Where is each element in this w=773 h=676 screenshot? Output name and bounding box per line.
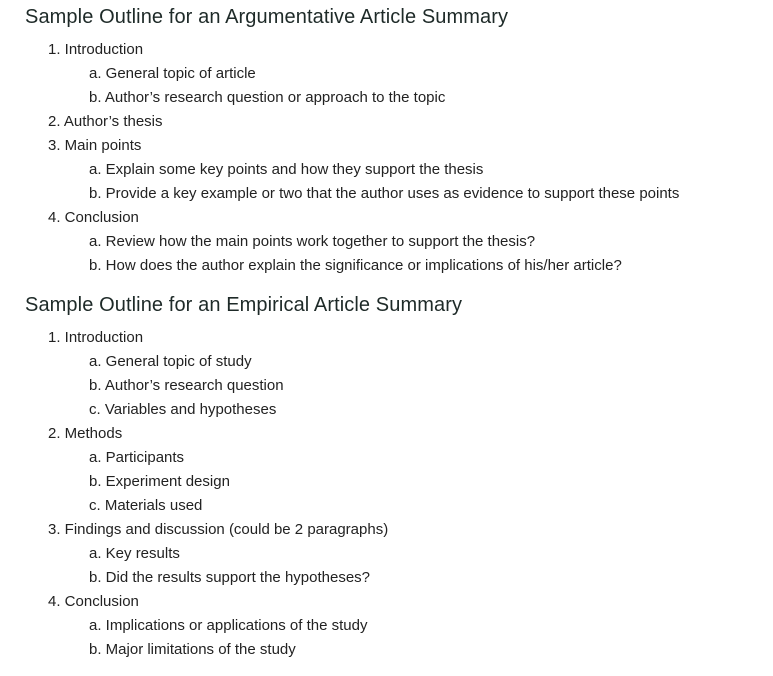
outline-item: 2. Methods bbox=[48, 425, 123, 442]
outline-item: 2. Author’s thesis bbox=[48, 113, 163, 130]
outline-subitem: b. Major limitations of the study bbox=[89, 641, 296, 658]
outline-subitem: a. Explain some key points and how they support the thesis bbox=[89, 161, 484, 178]
outline-subitem: c. Variables and hypotheses bbox=[89, 401, 277, 418]
section-title-empirical: Sample Outline for an Empirical Article Summary bbox=[25, 294, 463, 316]
outline-subitem: a. Participants bbox=[89, 449, 185, 466]
outline-subitem: b. Author’s research question or approach to the topic bbox=[89, 89, 446, 106]
outline-item: 3. Findings and discussion (could be 2 paragraphs) bbox=[48, 521, 389, 538]
outline-subitem: b. Experiment design bbox=[89, 473, 230, 490]
outline-item: 1. Introduction bbox=[48, 329, 144, 346]
outline-item: 4. Conclusion bbox=[48, 593, 139, 610]
outline-subitem: a. Review how the main points work together to support the thesis? bbox=[89, 233, 536, 250]
outline-subitem: a. Key results bbox=[89, 545, 180, 562]
outline-subitem: a. General topic of study bbox=[89, 353, 252, 370]
outline-item: 4. Conclusion bbox=[48, 209, 139, 226]
outline-subitem: b. Provide a key example or two that the author uses as evidence to support these points bbox=[89, 185, 680, 202]
outline-subitem: b. Did the results support the hypotheses? bbox=[89, 569, 371, 586]
section-title-argumentative: Sample Outline for an Argumentative Article Summary bbox=[25, 6, 509, 28]
outline-subitem: b. Author’s research question bbox=[89, 377, 284, 394]
outline-item: 1. Introduction bbox=[48, 41, 144, 58]
outline-item: 3. Main points bbox=[48, 137, 142, 154]
outline-subitem: c. Materials used bbox=[89, 497, 203, 514]
outline-subitem: b. How does the author explain the significance or implications of his/her article? bbox=[89, 257, 622, 274]
outline-subitem: a. General topic of article bbox=[89, 65, 256, 82]
outline-subitem: a. Implications or applications of the study bbox=[89, 617, 368, 634]
